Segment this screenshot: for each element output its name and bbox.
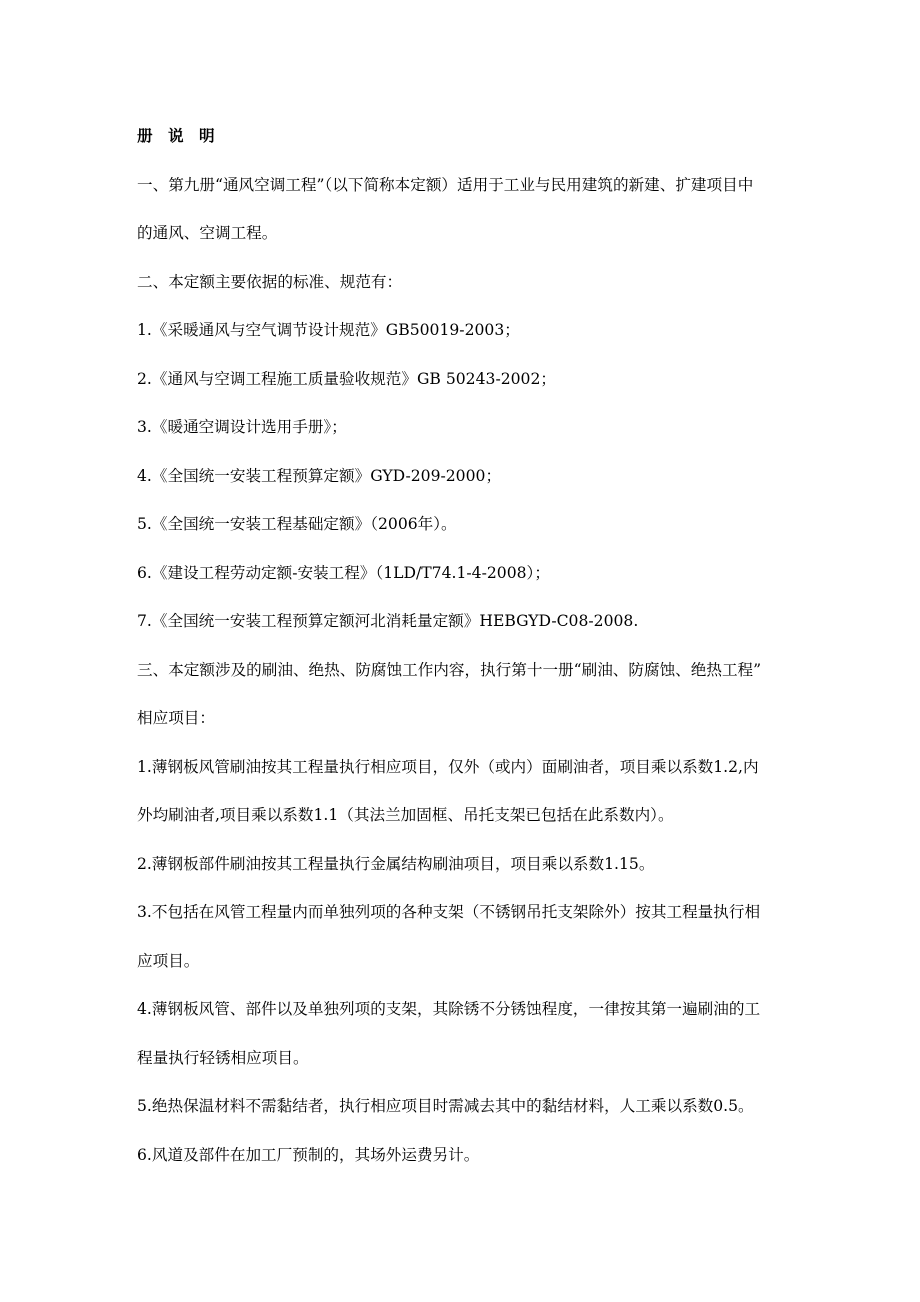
paragraph-list <box>137 161 837 1180</box>
text-line: 1.薄钢板风管刷油按其工程量执行相应项目，仅外（或内）面刷油者，项目乘以系数1.2,内 <box>137 757 759 776</box>
text-line: 2.《通风与空调工程施工质量验收规范》GB 50243-2002； <box>137 369 556 388</box>
text-line: 2.薄钢板部件刷油按其工程量执行金属结构刷油项目，项目乘以系数1.15。 <box>137 854 655 873</box>
text-line: 二、本定额主要依据的标准、规范有： <box>137 272 403 291</box>
text-line: 5.绝热保温材料不需黏结者，执行相应项目时需减去其中的黏结材料，人工乘以系数0.5。 <box>137 1097 754 1115</box>
paragraph <box>137 985 837 1082</box>
section-title: 册 说 明 <box>137 126 220 145</box>
text-line: 6.风道及部件在加工厂预制的，其场外运费另计。 <box>137 1145 480 1164</box>
paragraph <box>137 840 837 889</box>
text-line: 应项目。 <box>137 951 200 970</box>
paragraph <box>137 500 837 549</box>
text-line: 的通风、空调工程。 <box>137 224 278 242</box>
text-line: 外均刷油者,项目乘以系数1.1（其法兰加固框、吊托支架已包括在此系数内）。 <box>137 806 674 824</box>
text-line: 3.不包括在风管工程量内而单独列项的各种支架（不锈钢吊托支架除外）按其工程量执行相 <box>137 903 761 921</box>
paragraph <box>137 549 837 598</box>
text-line: 1.《采暖通风与空气调节设计规范》GB50019-2003； <box>137 321 520 339</box>
paragraph <box>137 743 837 840</box>
paragraph <box>137 888 837 985</box>
paragraph <box>137 258 837 307</box>
text-line: 7.《全国统一安装工程预算定额河北消耗量定额》HEBGYD-C08-2008. <box>137 612 639 630</box>
text-line: 一、第九册“通风空调工程”（以下简称本定额）适用于工业与民用建筑的新建、扩建项目中 <box>137 175 754 194</box>
paragraph <box>137 1082 837 1131</box>
text-line: 相应项目： <box>137 709 215 727</box>
paragraph <box>137 161 837 258</box>
paragraph <box>137 306 837 355</box>
paragraph <box>137 646 837 743</box>
text-line: 4.《全国统一安装工程预算定额》GYD-209-2000； <box>137 466 502 485</box>
text-line: 三、本定额涉及的刷油、绝热、防腐蚀工作内容，执行第十一册“刷油、防腐蚀、绝热工程” <box>137 660 762 679</box>
paragraph <box>137 355 837 404</box>
text-line: 4.薄钢板风管、部件以及单独列项的支架，其除锈不分锈蚀程度，一律按其第一遍刷油的工 <box>137 1000 761 1018</box>
text-line: 6.《建设工程劳动定额-安装工程》（1LD/T74.1-4-2008）； <box>137 563 550 582</box>
document-body <box>137 112 837 1179</box>
text-line: 5.《全国统一安装工程基础定额》（2006年）。 <box>137 515 457 533</box>
paragraph <box>137 403 837 452</box>
paragraph <box>137 597 837 646</box>
paragraph <box>137 1131 837 1180</box>
text-line: 3.《暖通空调设计选用手册》； <box>137 418 347 436</box>
paragraph <box>137 452 837 501</box>
text-line: 程量执行轻锈相应项目。 <box>137 1048 309 1067</box>
